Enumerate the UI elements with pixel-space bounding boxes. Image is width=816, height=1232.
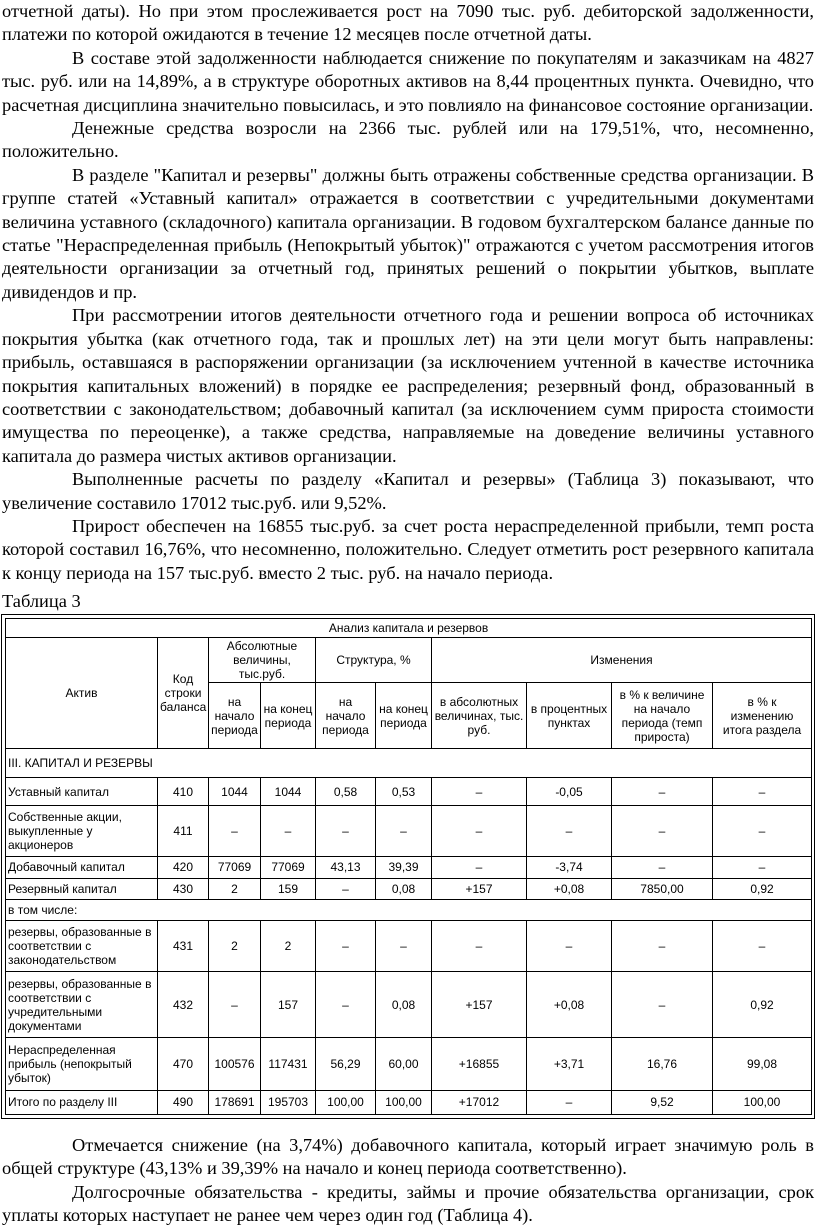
table-row (6, 777, 812, 805)
text-block-bottom (0, 1134, 816, 1228)
row-name: Уставный капитал (6, 777, 158, 805)
cell: – (316, 878, 376, 899)
cell: – (713, 920, 812, 971)
cell: +0,08 (527, 972, 612, 1038)
cell: – (432, 920, 527, 971)
cell: – (527, 806, 612, 857)
cell: 470 (158, 1038, 209, 1090)
cell: – (713, 806, 812, 857)
cell: – (527, 920, 612, 971)
table-caption: Таблица 3 (2, 591, 81, 611)
cell: -3,74 (527, 857, 612, 878)
cell: 9,52 (612, 1090, 713, 1114)
section-title: III. КАПИТАЛ И РЕЗЕРВЫ (6, 748, 812, 777)
cell: 60,00 (376, 1038, 432, 1090)
cell: 39,39 (376, 857, 432, 878)
cell: 432 (158, 972, 209, 1038)
paragraph: Денежные средства возросли на 2366 тыс. рублей или на 179,51%, что, несомненно, положительно. (2, 118, 814, 162)
cell: 99,08 (713, 1038, 812, 1090)
cell: 100,00 (376, 1090, 432, 1114)
cell: 157 (261, 972, 316, 1038)
table-row (6, 857, 812, 878)
cell: 0,92 (713, 972, 812, 1038)
header-change-points: в процентных пунктах (527, 683, 612, 748)
table-row (6, 1038, 812, 1090)
cell: – (612, 972, 713, 1038)
row-name: Нераспределенная прибыль (непокрытый убыток) (6, 1038, 158, 1090)
cell: 56,29 (316, 1038, 376, 1090)
cell: – (432, 806, 527, 857)
row-name: Собственные акции, выкупленные у акционеров (6, 806, 158, 857)
paragraph: Отмечается снижение (на 3,74%) добавочного капитала, который играет значимую роль в общей структуре (43,13% и 39,39% на начало и конец периода соответственно). (2, 1135, 814, 1179)
cell: – (432, 777, 527, 805)
cell: – (316, 920, 376, 971)
cell: 2 (261, 920, 316, 971)
cell: +157 (432, 972, 527, 1038)
cell: -0,05 (527, 777, 612, 805)
paragraph: В составе этой задолженности наблюдается снижение по покупателям и заказчикам на 4827 тыс. руб. или на 14,89%, а в структуре оборотных активов на 8,44 процентных пункта. Очевидно, что расчетная дисциплина значительно повысилась, и это повлияло на финансовое состояние организации. (2, 47, 814, 115)
header-change-absolute: в абсолютных величинах, тыс. руб. (432, 683, 527, 748)
subsection-label: в том числе: (6, 899, 812, 920)
cell: 100,00 (316, 1090, 376, 1114)
header-structure: Структура, % (316, 638, 432, 683)
cell: – (261, 806, 316, 857)
table-row (6, 878, 812, 899)
header-changes: Изменения (432, 638, 812, 683)
header-asset: Актив (6, 638, 158, 749)
cell: 0,08 (376, 972, 432, 1038)
cell: 16,76 (612, 1038, 713, 1090)
header-absolute: Абсолютные величины, тыс.руб. (209, 638, 316, 683)
cell: 2 (209, 920, 261, 971)
cell: 0,58 (316, 777, 376, 805)
table-row (6, 1090, 812, 1114)
row-name: резервы, образованные в соответствии с учредительными документами (6, 972, 158, 1038)
cell: – (432, 857, 527, 878)
paragraph: отчетной даты). Но при этом прослеживается рост на 7090 тыс. руб. дебиторской задолженности, платежи по которой ожидаются в течение 12 месяцев после отчетной даты. (2, 1, 814, 45)
paragraph: В разделе "Капитал и резервы" должны быть отражены собственные средства организации. В группе статей «Уставный капитал» отражается в соответствии с учредительными документами величина уставного (складочного) капитала организации. В годовом бухгалтерском балансе данные по статье "Нераспределенная прибыль (Непокрытый убыток)" отражаются с учетом рассмотрения итогов деятельности организации за отчетный год, принятых решений о покрытии убытков, выплате дивидендов и пр. (2, 164, 814, 302)
cell: – (612, 806, 713, 857)
table-row (6, 899, 812, 920)
header-start-structure: на начало периода (316, 683, 376, 748)
cell: – (376, 920, 432, 971)
cell: – (527, 1090, 612, 1114)
capital-analysis-table (5, 618, 812, 1115)
row-name: Добавочный капитал (6, 857, 158, 878)
cell: 117431 (261, 1038, 316, 1090)
table-frame (1, 614, 815, 1119)
cell: 420 (158, 857, 209, 878)
paragraph: Прирост обеспечен на 16855 тыс.руб. за счет роста нераспределенной прибыли, темп роста которой составил 16,76%, что несомненно, положительно. Следует отметить рост резервного капитала к концу периода на 157 тыс.руб. вместо 2 тыс. руб. на начало периода. (2, 515, 814, 583)
row-name: резервы, образованные в соответствии с законодательством (6, 920, 158, 971)
cell: 159 (261, 878, 316, 899)
header-end: на конец периода (261, 683, 316, 748)
cell: – (713, 777, 812, 805)
cell: 0,08 (376, 878, 432, 899)
header-change-growth: в % к величине на начало периода (темп прироста) (612, 683, 713, 748)
table-row (6, 920, 812, 971)
cell: +16855 (432, 1038, 527, 1090)
table-title: Анализ капитала и резервов (6, 619, 812, 638)
cell: – (316, 806, 376, 857)
table-row (6, 972, 812, 1038)
cell: 431 (158, 920, 209, 971)
header-change-share: в % к изменению итога раздела (713, 683, 812, 748)
cell: 100,00 (713, 1090, 812, 1114)
cell: – (209, 972, 261, 1038)
row-name: Резервный капитал (6, 878, 158, 899)
cell: 1044 (209, 777, 261, 805)
cell: +17012 (432, 1090, 527, 1114)
cell: – (209, 806, 261, 857)
cell: 0,92 (713, 878, 812, 899)
text-block-top (0, 0, 816, 585)
cell: +3,71 (527, 1038, 612, 1090)
cell: +157 (432, 878, 527, 899)
cell: – (713, 857, 812, 878)
cell: +0,08 (527, 878, 612, 899)
cell: 77069 (261, 857, 316, 878)
header-end-structure: на конец периода (376, 683, 432, 748)
cell: 77069 (209, 857, 261, 878)
row-name: Итого по разделу III (6, 1090, 158, 1114)
cell: – (316, 972, 376, 1038)
cell: 411 (158, 806, 209, 857)
cell: – (612, 857, 713, 878)
cell: – (612, 777, 713, 805)
cell: 195703 (261, 1090, 316, 1114)
cell: 410 (158, 777, 209, 805)
cell: 430 (158, 878, 209, 899)
cell: – (376, 806, 432, 857)
cell: 43,13 (316, 857, 376, 878)
cell: 2 (209, 878, 261, 899)
cell: 490 (158, 1090, 209, 1114)
header-start: на начало периода (209, 683, 261, 748)
paragraph: Выполненные расчеты по разделу «Капитал и резервы» (Таблица 3) показывают, что увеличение составило 17012 тыс.руб. или 9,52%. (2, 469, 814, 513)
cell: 178691 (209, 1090, 261, 1114)
cell: 0,53 (376, 777, 432, 805)
cell: 100576 (209, 1038, 261, 1090)
header-code: Код строки баланса (158, 638, 209, 749)
table-row (6, 806, 812, 857)
paragraph: При рассмотрении итогов деятельности отчетного года и решении вопроса об источниках покрытия убытка (как отчетного года, так и прошлых лет) на эти цели могут быть направлены: прибыль, оставшаяся в распоряжении организации (за исключением учтенной в качестве источника покрытия капитальных вложений) в порядке ее распределения; резервный фонд, образованный в соответствии с законодательством; добавочный капитал (за исключением сумм прироста стоимости имущества по переоценке), а также средства, направляемые на доведение величины уставного капитала до размера чистых активов организации. (2, 305, 814, 466)
cell: 7850,00 (612, 878, 713, 899)
paragraph: Долгосрочные обязательства - кредиты, займы и прочие обязательства организации, срок уплаты которых наступает не ранее чем через один год (Таблица 4). (2, 1181, 814, 1226)
cell: – (612, 920, 713, 971)
cell: 1044 (261, 777, 316, 805)
